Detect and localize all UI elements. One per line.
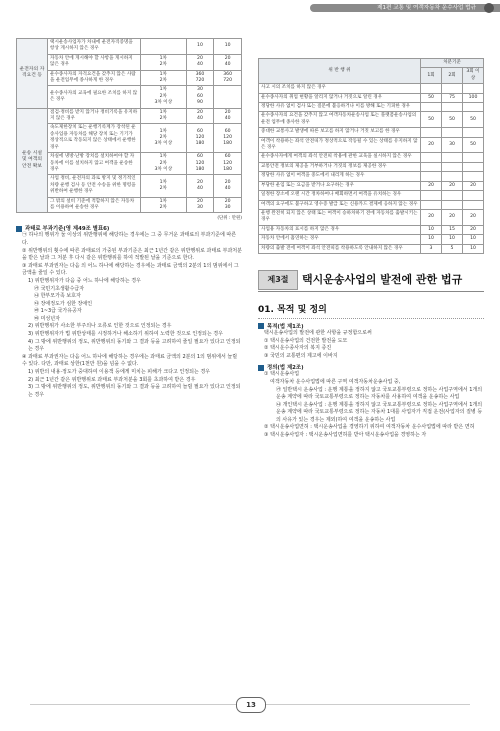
purpose-list [258, 338, 484, 361]
violation-cell: 차실에 냉방·난방 장치를 설치하여야 할 자동차에 이를 설치하지 않고 여객을 운송한 경우 [48, 153, 141, 175]
violation-cell: 속도제한장치 또는 운행기록계가 장착된 운송사업용 자동차를 해당 장치 또는 기기가 정상적으로 작동되지 않은 상태에서 운행한 경우 [48, 124, 141, 153]
section-3-title: 과태료 부과기준(영 제49조 별표6) [16, 224, 242, 232]
v2-cell: 20 40 [214, 175, 242, 197]
amount-cell [421, 162, 442, 171]
list-item: 1) 위반의 내용·정도가 중대하여 이용객 등에게 미치는 피해가 크다고 인정되는 경우 [28, 369, 211, 376]
table-row [17, 108, 242, 124]
amount-cell: 10 [463, 235, 484, 244]
table-row [259, 235, 484, 244]
purpose-body: 택시운송사업의 발전에 관한 사항을 규정함으로써 [264, 329, 372, 336]
violation-cell: 정당한 사유 없이 검사 또는 질문에 불응하거나 이를 방해 또는 기피한 경우 [259, 103, 421, 112]
count-cell: 1차 2차 3차 이상 [141, 86, 187, 108]
violation-cell: 운수종사자의 취업 현황을 알리지 않거나 거짓으로 알린 경우 [259, 93, 421, 102]
table-row [259, 128, 484, 137]
table-row [259, 172, 484, 181]
section-01-title: 01. 목적 및 정의 [258, 304, 327, 315]
v2-cell: 20 40 [214, 108, 242, 124]
head-1st: 1회 [421, 68, 442, 84]
list-item: ㉰ 장애정도가 심한 장애인 [34, 300, 93, 307]
violation-cell: 그 밖의 설비 기준에 적합하지 않은 자동차를 이용하여 운송한 경우 [48, 197, 141, 213]
category-cell: 운송 시설 및 여객의 안전 확보 [17, 108, 48, 213]
table-row [259, 137, 484, 153]
amount-cell [463, 103, 484, 112]
v1-cell: 60 120 180 [186, 124, 214, 153]
table-row [17, 39, 242, 55]
v1-cell: 20 40 [186, 54, 214, 70]
table-row [259, 103, 484, 112]
section-marker-icon [258, 365, 264, 371]
amount-cell: 20 [421, 137, 442, 153]
list-item: ① 택시운송사업 [264, 371, 300, 378]
violation-cell: 사업용 자동차의 표시를 하지 않은 경우 [259, 225, 421, 234]
chapter-heading [258, 270, 484, 292]
table-row [259, 191, 484, 200]
v1-cell: 20 40 [186, 175, 214, 197]
amount-cell: 100 [463, 93, 484, 102]
violation-cell: 운수종사자의 요건을 갖추지 않고 여객자동차운송사업 또는 플랫폼운송사업의 운전 업무에 종사한 경우 [259, 112, 421, 128]
count-cell: 1차 2차 [141, 197, 187, 213]
section-marker-icon [258, 323, 264, 329]
amount-cell: 20 [442, 209, 463, 225]
amount-cell: 20 [421, 181, 442, 190]
page-number: 13 [236, 697, 266, 713]
v1-cell: 10 [186, 39, 214, 55]
amount-cell: 10 [421, 225, 442, 234]
v1-cell: 20 30 [186, 197, 214, 213]
violation-cell: 일정한 장소에 오랜 시간 정차하여나 배회하면서 여객을 유치하는 경우 [259, 191, 421, 200]
table-row [259, 225, 484, 234]
count-cell [141, 39, 187, 55]
definition-title: 정의(법 제2조) [258, 363, 484, 371]
table-row [259, 209, 484, 225]
amount-cell [421, 191, 442, 200]
table-row [259, 84, 484, 93]
amount-cell [442, 172, 463, 181]
table-row [17, 124, 242, 153]
list-item: ② 택시운송사업면허 : 택시운송사업을 경영하기 위하여 여객자동차 운수사업법에 따라 받은 면허 [264, 424, 475, 431]
table-row [259, 153, 484, 162]
violation-cell: 택시운송사업자가 차내에 운전자격증명을 항상 게시하지 않은 경우 [48, 39, 141, 55]
head-3rd: 3회 이상 [463, 68, 484, 84]
table-row [17, 175, 242, 197]
amount-cell: 20 [463, 181, 484, 190]
amount-cell: 20 [463, 225, 484, 234]
violation-cell: 점검·정비를 받지 않거나 정비기록을 유지하지 않은 경우 [48, 108, 141, 124]
table-row [17, 153, 242, 175]
amount-cell: 10 [421, 235, 442, 244]
header-bullet-icon [484, 3, 494, 13]
penalty-table-right [258, 58, 484, 254]
amount-cell: 10 [463, 244, 484, 253]
amount-cell: 20 [442, 181, 463, 190]
amount-cell [463, 191, 484, 200]
amount-cell [463, 172, 484, 181]
amount-cell [463, 200, 484, 209]
amount-cell [442, 191, 463, 200]
list-item: ③ 국민의 교통편의 제고에 이바지 [264, 352, 338, 359]
list-item: 3) 위반행위자가 법 위반상태를 시정하거나 해소하기 위하여 노력한 것으로 인정되는 경우 [28, 331, 223, 338]
count-cell: 1차 2차 [141, 70, 187, 86]
violation-cell: 정당한 사유 없이 여객을 중도에서 내리게 하는 경우 [259, 172, 421, 181]
list-item: ② 택시운수종사자의 복지 증진 [264, 345, 332, 352]
amount-cell: 50 [442, 112, 463, 128]
amount-cell [463, 84, 484, 93]
table-row [259, 200, 484, 209]
violation-cell: 운행 완전히 되지 않은 상태 또는 여객이 승하차하기 전에 자동차를 출발시키는 경우 [259, 209, 421, 225]
list-item: ㉮ 국민기초생활수급자 [34, 285, 85, 292]
purpose-title: 목적(법 제1조) [258, 322, 484, 330]
violation-cell: 부당한 운임 또는 요금을 받거나 요구하는 경우 [259, 181, 421, 190]
table-row [17, 197, 242, 213]
v1-cell: 30 60 90 [186, 86, 214, 108]
v1-cell: 20 40 [186, 108, 214, 124]
amount-cell [442, 162, 463, 171]
unit-label: (단위 : 만원) [217, 216, 242, 222]
amount-cell: 30 [442, 137, 463, 153]
list-item: 1) 위반행위자가 다음 중 어느 하나에 해당하는 경우 [28, 277, 141, 284]
amount-cell: 75 [442, 93, 463, 102]
list-item: ㉮ 일반택시 운송사업 : 운행 계통을 정하지 않고 국토교통부령으로 정하는 사업구역에서 1개의 운송 계약에 따라 국토교통부령으로 정하는 자동차를 사용하여 여객을 운송하는 사업 [276, 386, 483, 401]
violation-cell: 자동차 안에서 흡연하는 경우 [259, 235, 421, 244]
head-2nd: 2회 [442, 68, 463, 84]
amount-cell: 50 [421, 112, 442, 128]
amount-cell [421, 200, 442, 209]
head-criteria: 처분기준 [421, 59, 484, 68]
list-item: ㉠ 하나의 행위가 둘 이상의 위반행위에 해당하는 경우에는 그 중 무거운 과태료의 부과기준에 따른다. [22, 232, 237, 246]
violation-cell: 중대한 교통사고 발생에 따른 보고를 하지 않거나 거짓 보고를 한 경우 [259, 128, 421, 137]
count-cell: 1차 2차 [141, 54, 187, 70]
v2-cell: 20 40 [214, 54, 242, 70]
amount-cell: 5 [442, 244, 463, 253]
list-item: 2) 위반행위가 사소한 부주의나 오류로 인한 것으로 인정되는 경우 [28, 323, 172, 330]
list-item: ㉲ 미성년자 [34, 315, 60, 322]
page-header [0, 0, 500, 14]
table-row [17, 54, 242, 70]
amount-cell: 50 [463, 137, 484, 153]
table-row [259, 244, 484, 253]
list-item: ④ 과태료 부과권자는 다음 어느 하나에 해당하는 경우에는 과태료 금액의 2분의 1의 범위에서 늘릴 수 있다. 다만, 과태료 상한(1천만 원)을 넘을 수 없다. [22, 353, 238, 368]
amount-cell: 10 [442, 235, 463, 244]
amount-cell [442, 128, 463, 137]
amount-cell [463, 162, 484, 171]
violation-cell: 운수종사자에게 여객의 좌석 안전띠 착용에 관한 교육을 실시하지 않은 경우 [259, 153, 421, 162]
violation-cell: 자동차 안에 게시해야 할 사항을 게시하지 않은 경우 [48, 54, 141, 70]
v2-cell: 10 [214, 39, 242, 55]
violation-cell: 여객이 착용하는 좌석 안전띠가 정상적으로 작동될 수 있는 상태를 유지하지 않은 경우 [259, 137, 421, 153]
table-row [259, 181, 484, 190]
table-row [259, 93, 484, 102]
list-item: 2) 최근 1년간 같은 위반행위로 과태료 부과처분을 3회를 초과하여 받은 경우 [28, 376, 196, 383]
list-item: ㉯ 개인택시 운송사업 : 운행 계통을 정하지 않고 국토교통부령으로 정하는 사업구역에서 1개의 운송 계약에 따라 국토교통부령으로 정하는 자동차 1대를 사업자가 직접 운전(사업자의 질병 등의 사유가 있는 경우는 제외)하여 여객을 운송하는 사업 [276, 401, 483, 423]
left-column [16, 38, 242, 399]
count-cell: 1차 2차 [141, 108, 187, 124]
table-row [17, 86, 242, 108]
category-cell: 운전자의 자격요건 등 [17, 39, 48, 109]
v2-cell: 20 30 [214, 197, 242, 213]
violation-cell: 여객의 요구에도 불구하고 영수증 발급 또는 신용카드 결제에 응하지 않는 경우 [259, 200, 421, 209]
amount-cell [421, 103, 442, 112]
amount-cell [421, 153, 442, 162]
v1-cell: 60 120 180 [186, 153, 214, 175]
count-cell: 1차 2차 3차 이상 [141, 153, 187, 175]
amount-cell [442, 200, 463, 209]
list-item: ③ 택시운송사업자 : 택시운송사업면허를 받아 택시운송사업을 경영하는 자 [264, 432, 427, 439]
list-item: ① 택시운송사업의 건전한 발전을 도모 [264, 337, 348, 344]
violation-cell: 운수종사자의 자격요건을 갖추지 않은 사람을 운전업무에 종사하게 한 경우 [48, 70, 141, 86]
list-item: ㉱ 1~3급 국가유공자 [34, 308, 82, 315]
fine-criteria-list [16, 232, 242, 399]
violation-cell: 교통안전 정보의 제공을 거부하거나 거짓의 정보를 제공한 경우 [259, 162, 421, 171]
head-violation: 위 반 행 위 [259, 59, 421, 84]
table-row [17, 70, 242, 86]
amount-cell: 15 [442, 225, 463, 234]
list-item: 4) 그 밖에 위반행위의 정도, 위반행위의 동기와 그 결과 등을 고려하여 줄일 필요가 있다고 인정되는 경우 [28, 338, 241, 353]
v2-cell: 360 720 [214, 70, 242, 86]
amount-cell: 20 [421, 209, 442, 225]
v2-cell: 60 120 180 [214, 124, 242, 153]
penalty-table-left [16, 38, 242, 213]
definition-list [258, 371, 484, 439]
section-marker-icon [16, 226, 22, 232]
violation-cell: 사고 시의 조치를 하지 않은 경우 [259, 84, 421, 93]
amount-cell [421, 128, 442, 137]
amount-cell [442, 84, 463, 93]
chapter-tag: 제3절 [258, 270, 298, 290]
list-item: ③ 과태료 부과권자는 다음 의 어느 하나에 해당하는 경우에는 과태료 금액의 2분의 1의 범위에서 그 금액을 줄일 수 있다. [22, 262, 239, 277]
chapter-title: 택시운송사업의 발전에 관한 법규 [302, 272, 463, 286]
count-cell: 1차 2차 [141, 175, 187, 197]
amount-cell [421, 172, 442, 181]
list-item: ㉯ 한부모가족 보호자 [34, 293, 81, 300]
amount-cell [463, 153, 484, 162]
count-cell: 1차 2차 3차 이상 [141, 124, 187, 153]
amount-cell: 20 [463, 209, 484, 225]
right-column [258, 58, 484, 440]
amount-cell [421, 84, 442, 93]
amount-cell [442, 103, 463, 112]
amount-cell [463, 128, 484, 137]
amount-cell: 50 [463, 112, 484, 128]
table-row [259, 112, 484, 128]
section-01-rule [258, 318, 484, 319]
v2-cell [214, 86, 242, 108]
chapter-rule [258, 291, 484, 292]
table-row [259, 162, 484, 171]
v1-cell: 360 720 [186, 70, 214, 86]
violation-cell: 차량의 출발 전에 여객이 좌석 안전띠를 착용하도록 안내하지 않은 경우 [259, 244, 421, 253]
violation-cell: 사업 정비, 운전자의 과로 방지 및 정기적인 차량 운행 검사 등 안전 수송을 위한 명령을 위반하여 운행한 경우 [48, 175, 141, 197]
v2-cell: 60 120 180 [214, 153, 242, 175]
header-text: 제1편 교통 및 여객자동차 운수사업 법규 [377, 5, 476, 11]
list-item: 여객자동차 운수사업법에 따른 구역 여객자동차운송사업 중, [270, 378, 401, 385]
violation-cell: 운수종사자의 교육에 필요한 조치를 하지 않은 경우 [48, 86, 141, 108]
amount-cell [442, 153, 463, 162]
amount-cell: 50 [421, 93, 442, 102]
list-item: 3) 그 밖에 위반행위의 정도, 위반행위의 동기와 그 결과 등을 고려하여 늘릴 필요가 있다고 인정되는 경우 [28, 384, 241, 398]
list-item: ② 위반행위의 횟수에 따른 과태료의 가중된 부과기준은 최근 1년간 같은 위반행위로 과태료 부과처분을 받은 날과 그 처분 후 다시 같은 위반행위를 하여 적발된 날을 기준으로 한다. [22, 247, 242, 262]
amount-cell: 3 [421, 244, 442, 253]
